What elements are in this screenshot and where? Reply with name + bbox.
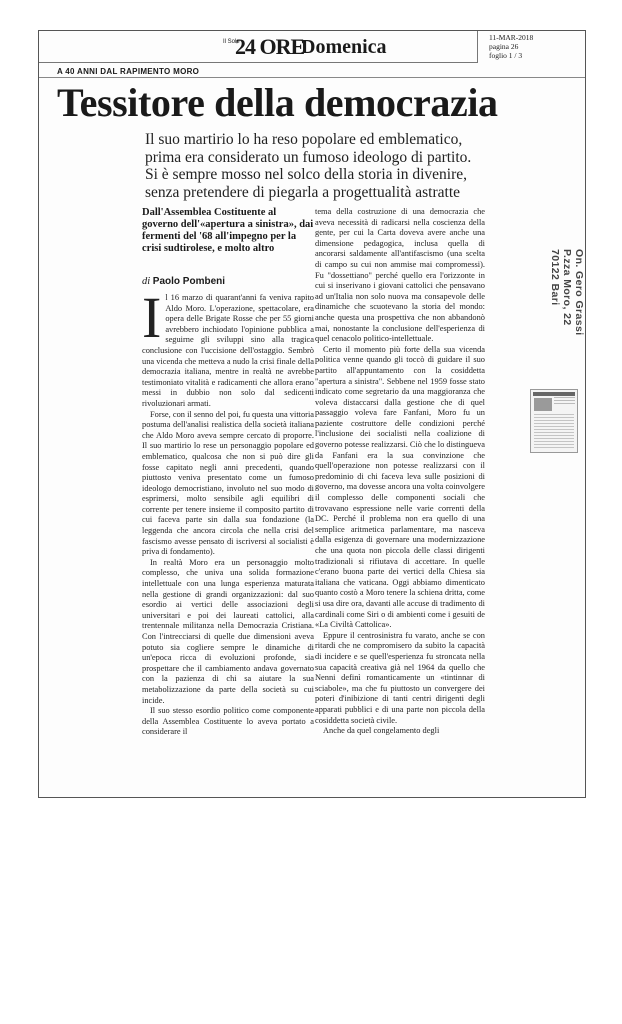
press-clipping	[38, 30, 586, 798]
newspaper-logo: 24 ORE	[235, 34, 305, 59]
thumbnail-line	[554, 400, 575, 401]
thumbnail-line	[554, 403, 575, 404]
article-subheadline	[145, 131, 515, 201]
thumbnail-header	[533, 392, 575, 396]
thumbnail-body	[534, 414, 574, 450]
page-thumbnail	[530, 389, 578, 453]
clipping-date: 11-MAR-2018	[489, 33, 534, 42]
brand-small-text: Il Sole	[223, 39, 240, 45]
thumbnail-line	[534, 435, 574, 436]
thumbnail-line	[534, 444, 574, 445]
stamp-line: 70122 Bari	[549, 249, 561, 306]
paragraph: In realtà Moro era un personaggio molto complesso, che univa una solida formazione intellettuale con una lunga esperienza maturata nella gestione di grandi organizzazioni: dal suo esordio ai vertici delle associazioni degli universitari e poi dei laureati cattolici, alla trentennale militanza nella Democrazia Cristiana. Con l'intrecciarsi di quelle due dimensioni aveva potuto sia cogliere sempre le dinamiche di un'epoca ricca di evoluzioni profonde, sia prospettare che il cambiamento andava governato con la pazienza di chi sa aiutare la sua metabolizzazione da parte della società su cui incide.	[142, 557, 314, 705]
thumbnail-line	[534, 429, 574, 430]
thumbnail-line	[534, 447, 574, 448]
stamp-line: On. Gero Grassi	[573, 249, 585, 336]
paragraph-text: l 16 marzo di quarant'anni fa veniva rapito Aldo Moro. L'operazione, spettacolare, era opera delle Brigate Rosse che per 55 giorni avrebbero inchiodato l'opinione pubblica a seguirne gli sviluppi sino alla tragica conclusione con l'uccisione dell'ostaggio. Sembrò una vicenda che metteva a nudo la crisi finale della democrazia italiana, mentre in realtà ne avrebbe testimoniato vitalità e radicamenti che allora erano messi in dubbio non solo dal sedicenti rivoluzionari armati.	[142, 293, 314, 408]
paragraph: Il suo stesso esordio politico come componente della Assemblea Costituente lo aveva portato a considerare il	[142, 706, 314, 737]
article-column-2	[315, 207, 485, 795]
subhead-line: senza pretendere di piegarla a progettualità astratte	[145, 183, 461, 201]
thumbnail-line	[534, 438, 574, 439]
thumbnail-line	[534, 414, 574, 415]
paragraph: tema della costruzione di una democrazia che aveva necessità di radicarsi nella coscienza della gente, per cui la Carta doveva avere anche una dimensione pedagogica, inclusa quella di ancorarsi saldamente all'antifascismo (una scelta di campo su cui non ammise mai compromessi). Fu "dossettiano" perché quello era l'orizzonte in cui si inserivano i giovani cattolici che pensavano ad un'Italia non solo nuova ma consapevole delle dinamiche che scuotevano la storia del mondo: anche questa una prospettiva che non abbandonò mai, nonostante la conclusione dell'esperienza di quel cenacolo politico-intellettuale.	[315, 207, 485, 344]
paragraph: Forse, con il senno del poi, fu questa una vittoria postuma dell'analisi realistica della società italiana che Aldo Moro aveva sempre cercato di proporre. Il suo martirio lo rese un personaggio popolare ed emblematico, qualcosa che non si può dire gli fosse capitato negli anni precedenti, quando piuttosto veniva presentato come un fumoso ideologo democristiano, involuto nel suo modo di esprimersi, molto sensibile agli equilibri di corrente per tenere insieme il composito partito di cui faceva parte sin dalla sua fondazione (la leggenda che ancora circola che nella crisi del fascismo avesse pensato di iscriversi al socialisti è priva di fondamento).	[142, 409, 314, 557]
paragraph: Certo il momento più forte della sua vicenda politica venne quando gli toccò di guidare il suo partito all'appuntamento con la cosiddetta "apertura a sinistra". Sebbene nel 1959 fosse stato indicato come segretario da una maggioranza che voleva distaccarsi dalla gestione che di quel passaggio voleva fare Fanfani, Moro fu un paziente costruttore delle condizioni perché l'inclusione dei socialisti nella coalizione di governo potesse realizzarsi. Ciò che lo distingueva da Fanfani era la sua convinzione che quell'operazione non potesse realizzarsi con il predominio di chi faceva leva sulle posizioni di governo, ma dovesse ancora una volta coinvolgere il complesso delle componenti sociali che trovavano espressione nelle varie correnti della DC. Perché il problema non era quello di una semplice aritmetica parlamentare, ma nasceva dalla esigenza di governare una modernizzazione che una quota non piccola delle classi dirigenti tradizionali si rifiutava di accettare. In quelle c'erano buona parte dei vertici della Chiesa sia italiana che vaticana. Oggi abbiamo dimenticato quanto costò a Moro tenere la schiena dritta, come si usa dire ora, davanti alle accuse di tradimento di cardinali come Siri o di ambienti come i gesuiti de «La Civiltà Cattolica».	[315, 344, 486, 630]
paragraph	[142, 285, 314, 410]
thumbnail-line	[554, 397, 575, 398]
clipping-sheet: foglio 1 / 3	[489, 51, 523, 60]
article-column-1	[142, 285, 314, 793]
thumbnail-line	[534, 420, 574, 421]
subhead-line: Si è sempre mosso nel solco della storia in divenire,	[145, 166, 467, 183]
clipping-meta	[477, 31, 586, 63]
thumbnail-line	[534, 423, 574, 424]
article-summary: Dall'Assemblea Costituente al governo dell'«apertura a sinistra», dai fermenti del '68 all'impegno per la crisi sudtirolese, e molto altro	[142, 207, 314, 254]
byline-author: Paolo Pombeni	[152, 276, 226, 287]
thumbnail-line	[534, 441, 574, 442]
section-kicker: A 40 ANNI DAL RAPIMENTO MORO	[57, 67, 200, 76]
thumbnail-photo	[534, 398, 552, 411]
thumbnail-line	[534, 432, 574, 433]
address-stamp	[535, 249, 586, 339]
stamp-line: P.zza Moro, 22	[561, 249, 573, 326]
clipping-page: pagina 26	[489, 42, 519, 51]
subhead-line: prima era considerato un fumoso ideologo di partito.	[145, 148, 472, 166]
kicker-divider	[39, 77, 586, 78]
drop-cap: I	[142, 285, 162, 350]
edition-name: Domenica	[301, 36, 387, 58]
address-stamp-text	[549, 249, 585, 336]
paragraph: Anche da quel congelamento degli	[323, 726, 440, 736]
byline-prefix: di	[142, 276, 151, 287]
paragraph: Eppure il centrosinistra fu varato, anche se con ritardi che ne compromisero da subito la capacità di incidere e se quell'esperienza fu stroncata nella sua capacità creativa già nel 1964 da quello che Nenni definì romanticamente un «tintinnar di sciabole», ma che fu piuttosto un convergere dei poteri d'inibizione di tanti centri dirigenti degli apparati pubblici e di una parte non piccola della cosiddetta società civile.	[315, 630, 485, 725]
subhead-line: Il suo martirio lo ha reso popolare ed emblematico,	[145, 131, 463, 148]
thumbnail-line	[534, 417, 574, 418]
article-headline: Tessitore della democrazia	[57, 80, 498, 125]
thumbnail-line	[534, 426, 574, 427]
masthead	[39, 31, 477, 63]
